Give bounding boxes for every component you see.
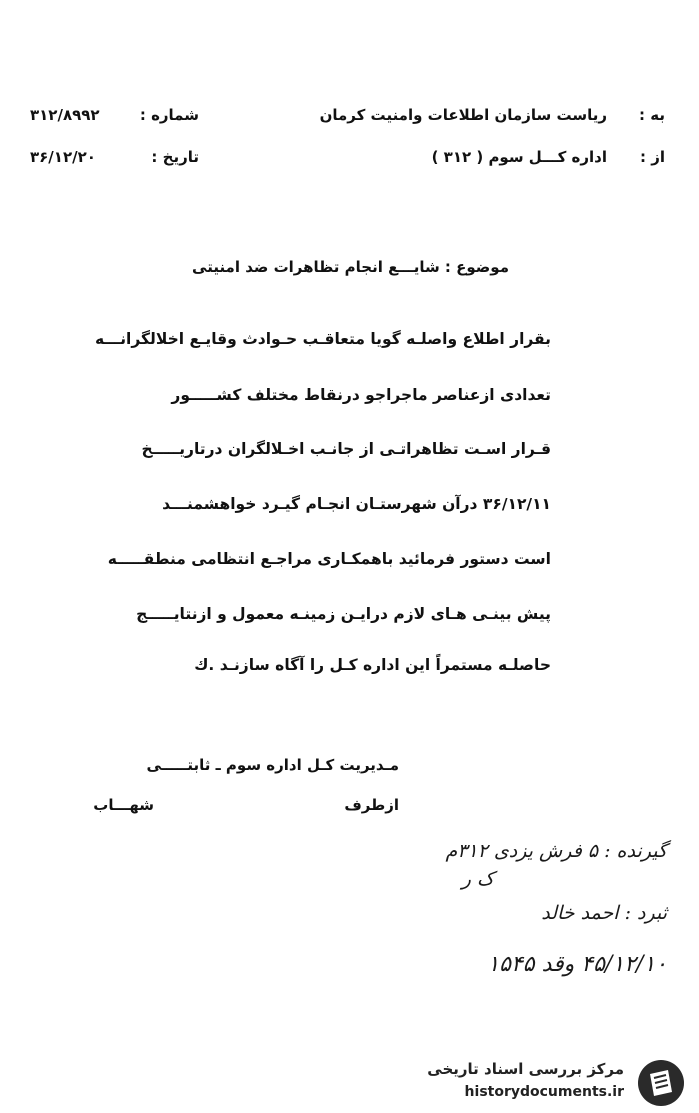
body-line-1: بقرار اطلاع واصلـه گویا متعاقـب حـوادث وقایـع اخلالگرانـــه [94, 330, 551, 348]
from-label: از : [640, 148, 665, 166]
watermark [392, 1058, 692, 1108]
date-label: تاریخ : [151, 148, 199, 166]
archive-logo-icon [636, 1058, 686, 1108]
watermark-url: historydocuments.ir [464, 1084, 624, 1100]
recipient-text: ریاست سازمان اطلاعات وامنیت کرمان [319, 106, 607, 124]
signature-from-side: ازطرف [344, 796, 399, 814]
body-line-3: قـرار اسـت تظاهراتـی از جانـب اخـلالگران درتاریـــــخ [141, 440, 551, 458]
number-label: شماره : [139, 106, 199, 124]
body-line-6: پیش بینـی هـای لازم درایـن زمینـه معمول و ازنتایـــــج [136, 605, 551, 623]
handwritten-initials: ک ر [461, 868, 494, 890]
body-line-4: ۳۶/۱۲/۱۱ درآن شهرستـان انجـام گیـرد خواهشمنـــد [162, 495, 551, 513]
number-value: ۳۱۲/۸۹۹۲ [30, 106, 100, 124]
body-line-5: است دستور فرمائید باهمکـاری مراجـع انتظامی منطقـــــه [107, 550, 551, 568]
watermark-title: مرکز بررسی اسناد تاریخی [427, 1060, 624, 1078]
body-line-7: حاصلـه مستمراً این اداره کـل را آگاه سازنـد .ك [194, 656, 551, 674]
to-label: به : [639, 106, 665, 124]
subject-line: موضوع : شایـــع انجام تظاهرات ضد امنیتی [192, 258, 509, 276]
handwritten-registry: ۴۵/۱۲/۱۰ وقد ۱۵۴۵ [487, 952, 667, 977]
body-line-2: تعدادی ازعناصر ماجراجو درنقاط مختلف کشـــــور [171, 386, 551, 404]
signature-office: مـدیریت کـل اداره سوم ـ ثابتـــــی [146, 756, 399, 774]
sender-text: اداره کـــل سوم ( ۳۱۲ ) [431, 148, 607, 166]
handwritten-recipient: گیرنده : ۵ فرش یزدی ۳۱۲م [445, 840, 667, 862]
date-value: ۳۶/۱۲/۲۰ [30, 148, 96, 166]
handwritten-filed-by: ثبرد : احمد خالد [541, 902, 667, 924]
signature-name: شهـــاب [93, 796, 154, 814]
